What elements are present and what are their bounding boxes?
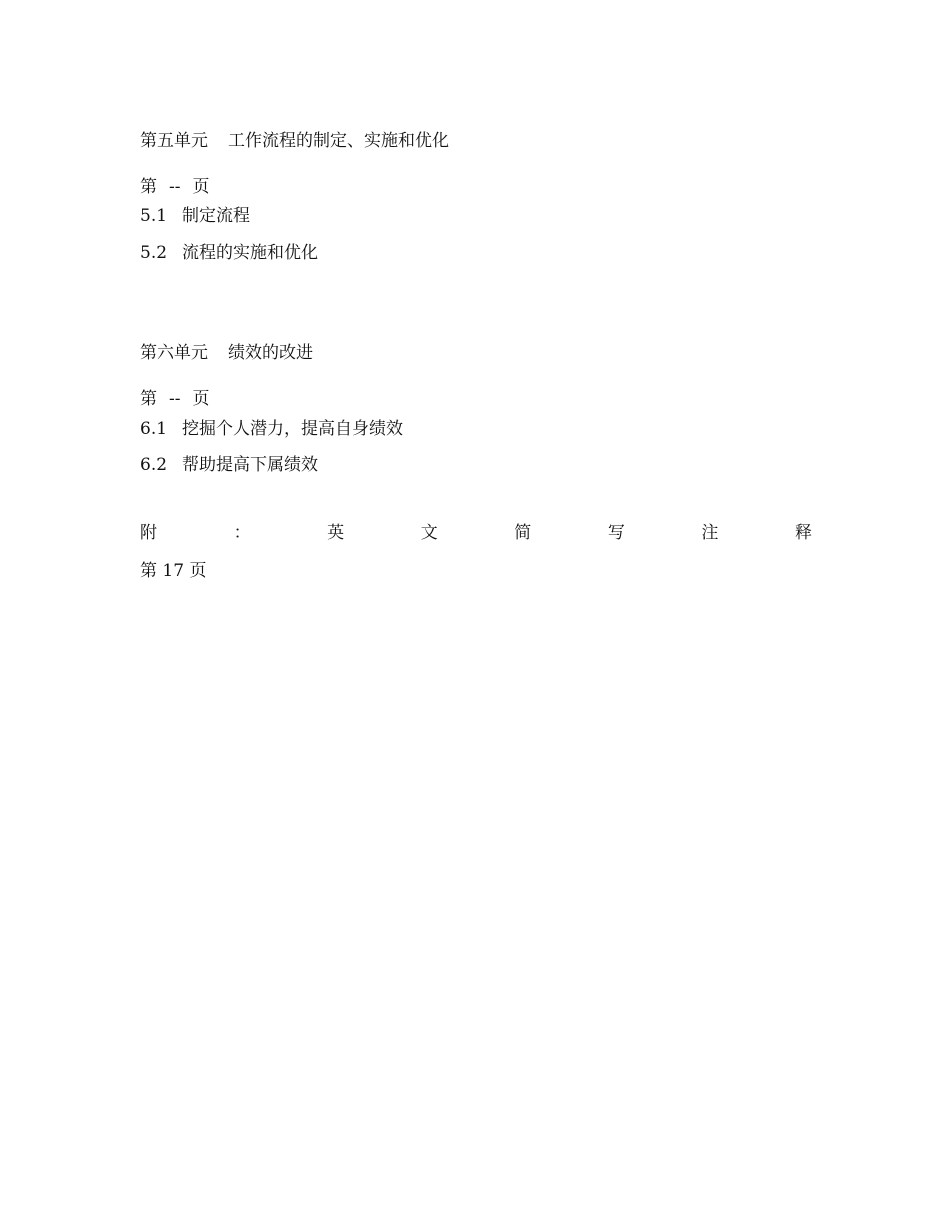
page-prefix: 第 <box>140 177 157 197</box>
appendix-char: 注 <box>701 523 719 543</box>
unit-5-title-text: 工作流程的制定、实施和优化 <box>228 131 449 151</box>
appendix-char: 英 <box>327 523 345 543</box>
page-number: -- <box>169 177 181 197</box>
section-number: 5.1 <box>140 206 168 226</box>
unit-6-title <box>140 342 313 364</box>
unit-6-page-ref <box>140 388 210 410</box>
unit-5-title <box>140 130 449 152</box>
page-suffix: 页 <box>192 177 210 197</box>
section-number: 6.2 <box>140 455 168 475</box>
section-5-2 <box>140 242 318 264</box>
appendix-char: 写 <box>607 523 625 543</box>
page-prefix: 第 <box>140 389 157 409</box>
section-text: 挖掘个人潜力，提高自身绩效 <box>182 419 403 439</box>
page-number: -- <box>169 389 181 409</box>
unit-6-label: 第六单元 <box>140 343 208 363</box>
unit-5-label: 第五单元 <box>140 131 208 151</box>
section-number: 5.2 <box>140 243 168 263</box>
appendix-char: 简 <box>514 523 532 543</box>
section-text: 帮助提高下属绩效 <box>182 455 318 475</box>
appendix-char: 释 <box>794 523 812 543</box>
appendix-page-ref: 第 17 页 <box>140 561 207 581</box>
appendix-char: 附 <box>140 523 157 543</box>
appendix-char: ： <box>233 523 251 543</box>
section-text: 流程的实施和优化 <box>182 243 318 263</box>
section-6-2 <box>140 454 318 476</box>
section-number: 6.1 <box>140 419 168 439</box>
section-6-1 <box>140 418 403 440</box>
section-text: 制定流程 <box>182 206 250 226</box>
appendix-char: 文 <box>420 523 438 543</box>
page-suffix: 页 <box>192 389 210 409</box>
section-5-1 <box>140 205 250 227</box>
unit-6-title-text: 绩效的改进 <box>228 343 313 363</box>
unit-5-page-ref <box>140 176 210 198</box>
appendix-title <box>140 522 812 544</box>
